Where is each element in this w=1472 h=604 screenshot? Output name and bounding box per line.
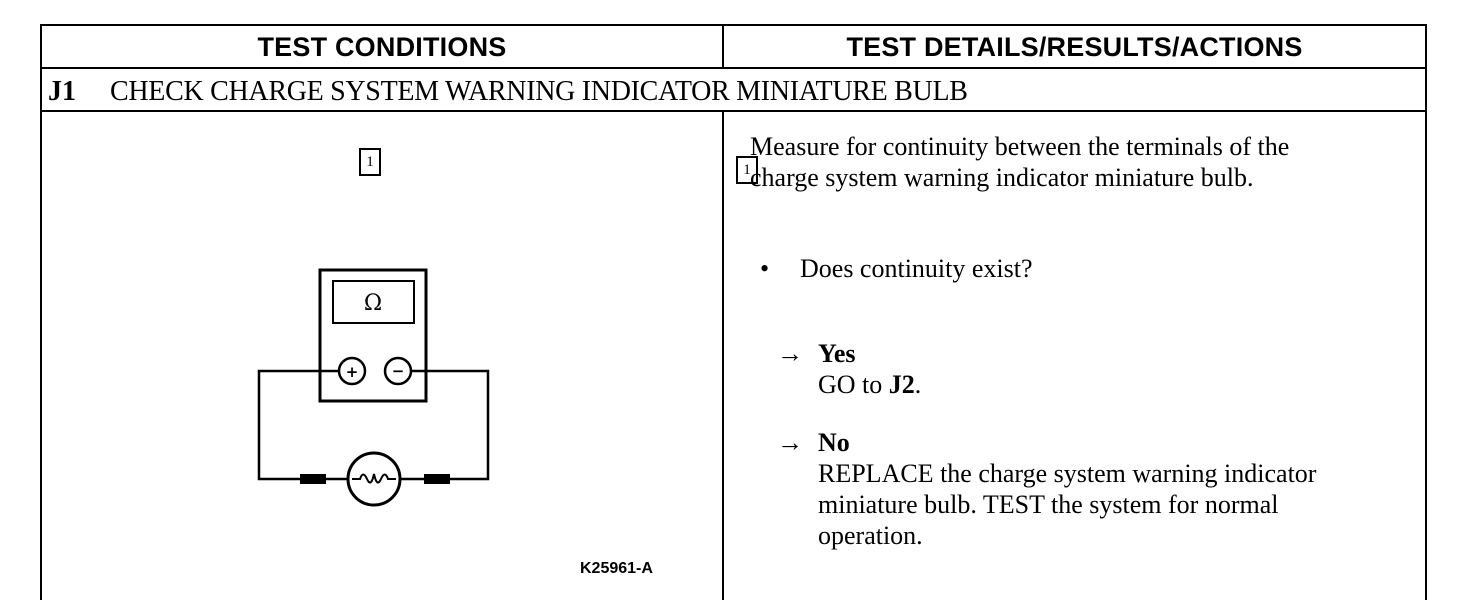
header-test-conditions: TEST CONDITIONS [257,32,507,62]
option-yes [777,338,921,400]
yes-action-target: J2 [888,370,915,399]
figure-code: K25961-A [580,560,653,577]
ohmmeter-circuit-diagram [240,260,520,520]
arrow-icon: → [777,428,803,457]
question-item [760,253,1033,284]
yes-label: Yes [818,339,856,368]
minus-label: − [391,362,405,380]
step-id: J1 [48,76,76,107]
bullet-dot: • [760,254,770,283]
no-label: No [818,428,850,457]
question-text: Does continuity exist? [800,254,1033,283]
figure-ref-box: 1 [359,148,381,176]
arrow-icon: → [777,339,803,368]
details-ref-box: 1 [736,156,758,184]
ohm-symbol: Ω [363,291,383,316]
yes-action-suffix: . [914,370,922,399]
step-title: CHECK CHARGE SYSTEM WARNING INDICATOR MINIATURE BULB [110,76,968,107]
probe-left [300,474,326,484]
probe-right [424,474,450,484]
header-test-details: TEST DETAILS/RESULTS/ACTIONS [846,32,1303,62]
option-no [777,427,1348,551]
step-heading [48,73,968,111]
plus-label: + [345,363,359,381]
no-action: REPLACE the charge system warning indicator miniature bulb. TEST the system for normal operation. [818,459,1317,550]
instruction-text: Measure for continuity between the terminals of the charge system warning indicator miniature bulb. [750,132,1290,192]
body-column-divider [722,110,724,600]
yes-action-prefix: GO to [818,370,889,399]
